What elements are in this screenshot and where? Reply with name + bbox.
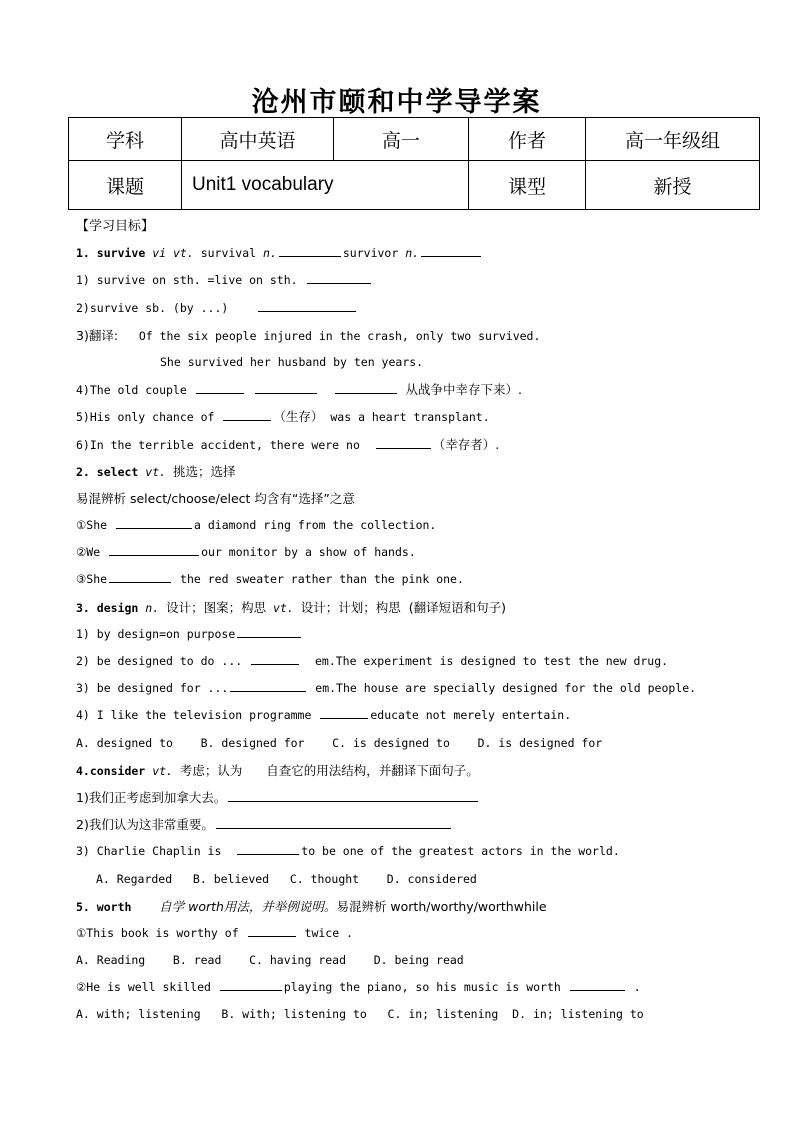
blank[interactable] (255, 381, 317, 394)
s1-line6 (76, 431, 766, 458)
type-value: 新授 (586, 161, 760, 210)
blank[interactable] (320, 706, 368, 719)
blank[interactable] (216, 816, 451, 829)
s1-line2 (76, 295, 766, 322)
blank[interactable] (376, 436, 431, 449)
s1-l3b-text: She survived her husband by ten years. (160, 354, 424, 369)
blank[interactable] (258, 299, 356, 312)
s1-l2-text: 2)survive sb. (by ...) (76, 300, 229, 315)
s1-num: 1. (76, 246, 90, 261)
s4-heading (76, 757, 766, 784)
s1-pos: vi vt. (152, 246, 194, 261)
s5-options1 (76, 947, 766, 974)
s4-word: 4.consider (76, 763, 146, 778)
s4-line3 (76, 838, 766, 865)
s2-line3 (76, 566, 766, 593)
s1-pos2: n. (263, 246, 277, 261)
goals-label: 【学习目标】 (76, 219, 155, 234)
blank[interactable] (220, 978, 282, 991)
s3-pos2: vt. (273, 600, 294, 615)
s1-l3-text: Of the six people injured in the crash, only two survived. (138, 328, 541, 343)
s5-l2-b: playing the piano, so his music is worth (283, 980, 561, 995)
s3-heading (76, 594, 766, 621)
blank[interactable] (228, 789, 478, 802)
s2-l2-b: our monitor by a show of hands. (201, 545, 416, 560)
s5-l1-b: twice . (304, 925, 353, 940)
blank[interactable] (237, 842, 299, 855)
s5-italic: 自学 worth用法，并举例说明。 (159, 898, 337, 914)
s3-line2 (76, 648, 766, 675)
s5-num: 5. (76, 899, 90, 914)
blank[interactable] (335, 381, 397, 394)
s5-line1 (76, 920, 766, 947)
s1-line5 (76, 403, 766, 430)
s3-l2-a: 2) be designed to do ... (76, 654, 243, 668)
goals-heading (76, 213, 766, 240)
s3-options (76, 730, 766, 757)
s4-l3-b: to be one of the greatest actors in the world. (301, 844, 620, 859)
s2-pos: vt. (145, 464, 167, 479)
s1-survival: survival (200, 246, 257, 261)
blank[interactable] (109, 543, 199, 556)
s1-l5-cn: （生存） (273, 409, 324, 425)
s2-l1-b: a diamond ring from the collection. (194, 518, 437, 533)
s1-heading (76, 240, 766, 267)
s5-l2-c: . (633, 980, 641, 995)
s5-cn: 易混辨析 worth/worthy/worthwhile (336, 898, 547, 914)
s1-line1 (76, 267, 766, 294)
s4-line1 (76, 784, 766, 811)
s1-l5-text: 5)His only chance of (76, 410, 215, 425)
s4-cn: 考虑；认为 自查它的用法结构，并翻译下面句子。 (179, 762, 479, 778)
s1-l6-text: 6)In the terrible accident, there were no (76, 437, 360, 452)
blank[interactable] (279, 244, 341, 257)
blank[interactable] (307, 271, 371, 284)
s3-l2-b: em.The experiment is designed to test the new drug. (314, 654, 669, 668)
s2-heading (76, 458, 766, 485)
blank[interactable] (248, 924, 296, 937)
s1-l4-text: 4)The old couple (76, 383, 187, 398)
s3-word: design (96, 600, 139, 615)
s5-word: worth (96, 899, 132, 914)
header-table (68, 117, 760, 210)
blank[interactable] (116, 516, 192, 529)
s5-options2 (76, 1001, 766, 1028)
subject-label: 学科 (69, 118, 182, 161)
author-label: 作者 (469, 118, 586, 161)
s3-cn2: 设计；计划；构思 (翻译短语和句子) (300, 599, 506, 615)
s1-l6-cn: （幸存者）. (432, 436, 500, 452)
s3-l4-a: 4) I like the television programme (76, 708, 312, 723)
s5-options1-text: A. Reading B. read C. having read D. being read (76, 953, 464, 968)
s2-line2 (76, 539, 766, 566)
s3-l1-text: 1) by design=on purpose (76, 626, 236, 641)
worksheet-content (76, 213, 766, 1029)
s5-heading (76, 893, 766, 920)
s2-note-text: 易混辨析 select/choose/elect 均含有“选择”之意 (76, 490, 355, 506)
s1-l5-text2: was a heart transplant. (330, 410, 490, 425)
s5-l2-a: ②He is well skilled (76, 980, 211, 995)
s1-line4 (76, 376, 766, 403)
blank[interactable] (223, 408, 271, 421)
page-title: 沧州市颐和中学导学案 (251, 87, 542, 118)
topic-value: Unit1 vocabulary (182, 161, 469, 210)
blank[interactable] (109, 570, 171, 583)
blank[interactable] (251, 652, 299, 665)
s2-l3-b: the red sweater rather than the pink one. (180, 572, 464, 587)
blank[interactable] (196, 381, 244, 394)
s1-survivor: survivor (342, 246, 399, 261)
s2-note (76, 485, 766, 512)
s1-l1-text: 1) survive on sth. =live on sth. (76, 273, 298, 288)
subject-value: 高中英语 (182, 118, 334, 161)
s2-line1 (76, 512, 766, 539)
s3-l3-b: em.The house are specially designed for the old people. (315, 681, 697, 696)
s3-options-text: A. designed to B. designed for C. is designed to D. is designed for (76, 735, 603, 750)
blank[interactable] (421, 244, 481, 257)
s4-l2-text: 2)我们认为这非常重要。 (76, 817, 214, 833)
s2-cn: 挑选；选择 (173, 463, 236, 479)
s1-l3-label: 3)翻译: (76, 327, 119, 343)
author-value: 高一年级组 (586, 118, 760, 161)
s2-l1-a: ①She (76, 518, 108, 533)
s3-l3-a: 3) be designed for ... (76, 681, 229, 696)
s3-pos: n. (145, 600, 160, 615)
s3-l4-b: educate not merely entertain. (370, 708, 572, 723)
s1-line3 (76, 322, 766, 349)
s2-l3-a: ③She (76, 572, 108, 587)
s2-word: select (96, 464, 139, 479)
s5-l1-a: ①This book is worthy of (76, 925, 239, 940)
topic-label: 课题 (69, 161, 182, 210)
s3-line4 (76, 702, 766, 729)
type-label: 课型 (469, 161, 586, 210)
s4-l3-a: 3) Charlie Chaplin is (76, 844, 222, 859)
s1-line3b (76, 349, 766, 376)
s4-options (76, 866, 766, 893)
s5-line2 (76, 974, 766, 1001)
blank[interactable] (230, 679, 306, 692)
s2-num: 2. (76, 464, 90, 479)
s3-line1 (76, 621, 766, 648)
s4-line2 (76, 811, 766, 838)
blank[interactable] (570, 978, 625, 991)
s1-pos3: n. (405, 246, 420, 261)
s4-pos: vt. (152, 763, 173, 778)
blank[interactable] (237, 625, 301, 638)
s4-l1-text: 1)我们正考虑到加拿大去。 (76, 789, 227, 805)
s2-l2-a: ②We (76, 545, 101, 560)
s1-l4-cn: 从战争中幸存下来）. (405, 382, 522, 398)
s3-num: 3. (76, 600, 90, 615)
s4-options-text: A. Regarded B. believed C. thought D. considered (96, 871, 477, 886)
grade-value: 高一 (334, 118, 469, 161)
s1-word: survive (96, 246, 146, 261)
s5-options2-text: A. with; listening B. with; listening to C. in; listening D. in; listening to (76, 1007, 644, 1022)
s3-line3 (76, 675, 766, 702)
s3-cn1: 设计；图案；构思 (166, 599, 267, 615)
